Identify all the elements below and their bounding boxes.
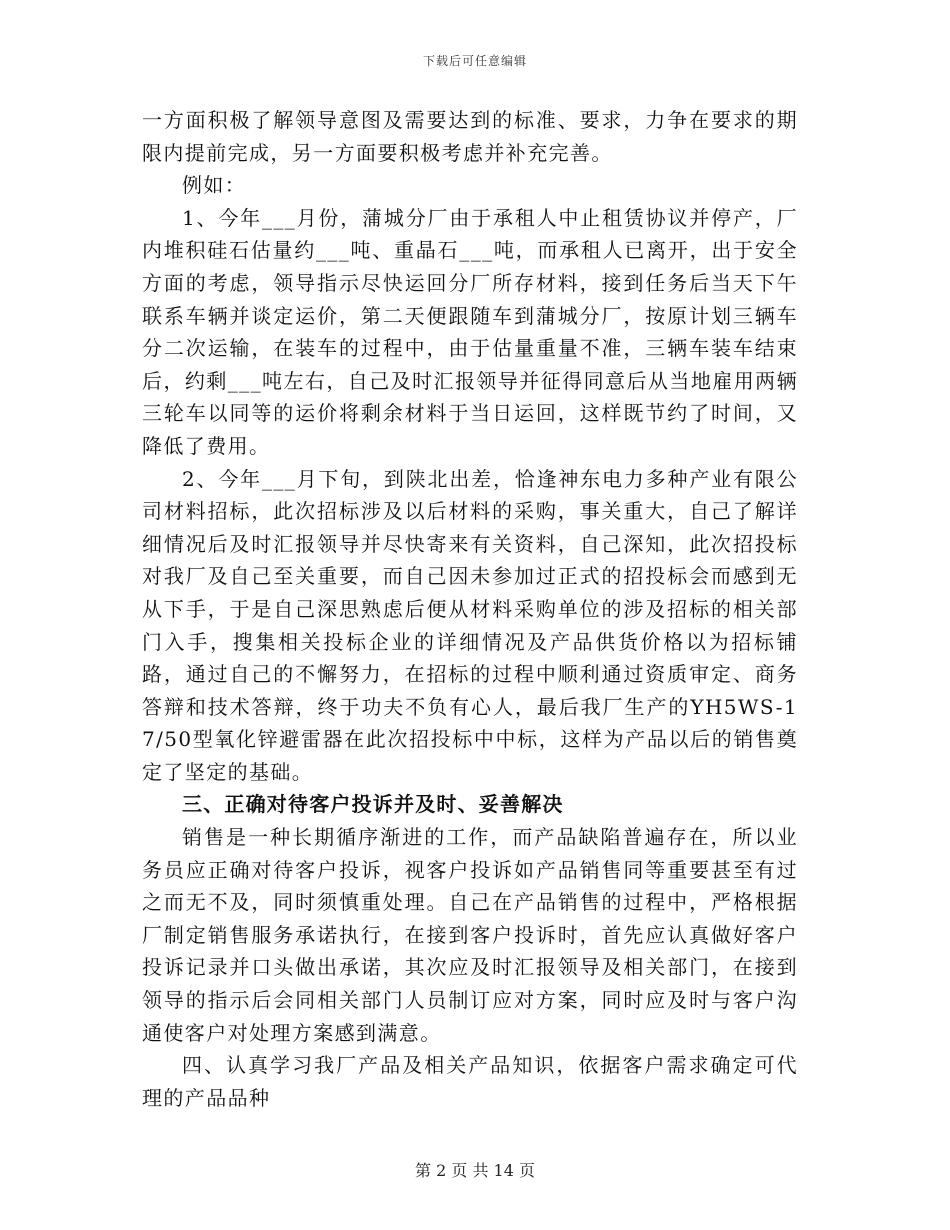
section-heading-3: 三、正确对待客户投诉并及时、妥善解决: [182, 792, 564, 817]
paragraph-example-1: 1、今年___月份，蒲城分厂由于承租人中止租赁协议并停产，厂内堆积硅石估量约___吨、重晶石___吨，而承租人已离开，出于安全方面的考虑，领导指示尽快运回分厂所存材料，接到任务后当天下午联系车辆并谈定运价，第二天便跟随车到蒲城分厂，按原计划三辆车分二次运输，在装车的过程中，由于估量重量不准，三辆车装车结束后，约剩___吨左右，自己及时汇报领导并征得同意后从当地雇用两辆三轮车以同等的运价将剩余材料于当日运回，这样既节约了时间，又降低了费用。: [142, 205, 798, 458]
page-header: 下载后可任意编辑: [422, 54, 527, 68]
section-heading-4: 四、认真学习我厂产品及相关产品知识，依据客户需求确定可代理的产品品种: [142, 1053, 798, 1110]
document-body: [142, 104, 798, 1114]
paragraph-example-2: 2、今年___月下旬，到陕北出差，恰逢神东电力多种产业有限公司材料招标，此次招标涉及以后材料的采购，事关重大，自己了解详细情况后及时汇报领导并尽快寄来有关资料，自己深知，此次招投标对我厂及自己至关重要，而自己因未参加过正式的招投标会而感到无从下手，于是自己深思熟虑后便从材料采购单位的涉及招标的相关部门入手，搜集相关投标企业的详细情况及产品供货价格以为招标铺路，通过自己的不懈努力，在招标的过程中顺利通过资质审定、商务答辩和技术答辩，终于功夫不负有心人，最后我厂生产的YH5WS-17/50型氧化锌避雷器在此次招投标中中标，这样为产品以后的销售奠定了坚定的基础。: [142, 466, 798, 784]
paragraph-customer-complaints: 销售是一种长期循序渐进的工作，而产品缺陷普遍存在，所以业务员应正确对待客户投诉，视客户投诉如产品销售同等重要甚至有过之而无不及，同时须慎重处理。自己在产品销售的过程中，严格根据厂制定销售服务承诺执行，在接到客户投诉时，首先应认真做好客户投诉记录并口头做出承诺，其次应及时汇报领导及相关部门，在接到领导的指示后会同相关部门人员制订应对方案，同时应及时与客户沟通使客户对处理方案感到满意。: [142, 825, 798, 1045]
paragraph-continuation: 一方面积极了解领导意图及需要达到的标准、要求，力争在要求的期限内提前完成，另一方面要积极考虑并补充完善。: [142, 108, 798, 165]
paragraph-example-intro: 例如：: [182, 173, 247, 198]
page-number-footer: 第 2 页 共 14 页: [415, 1161, 535, 1180]
